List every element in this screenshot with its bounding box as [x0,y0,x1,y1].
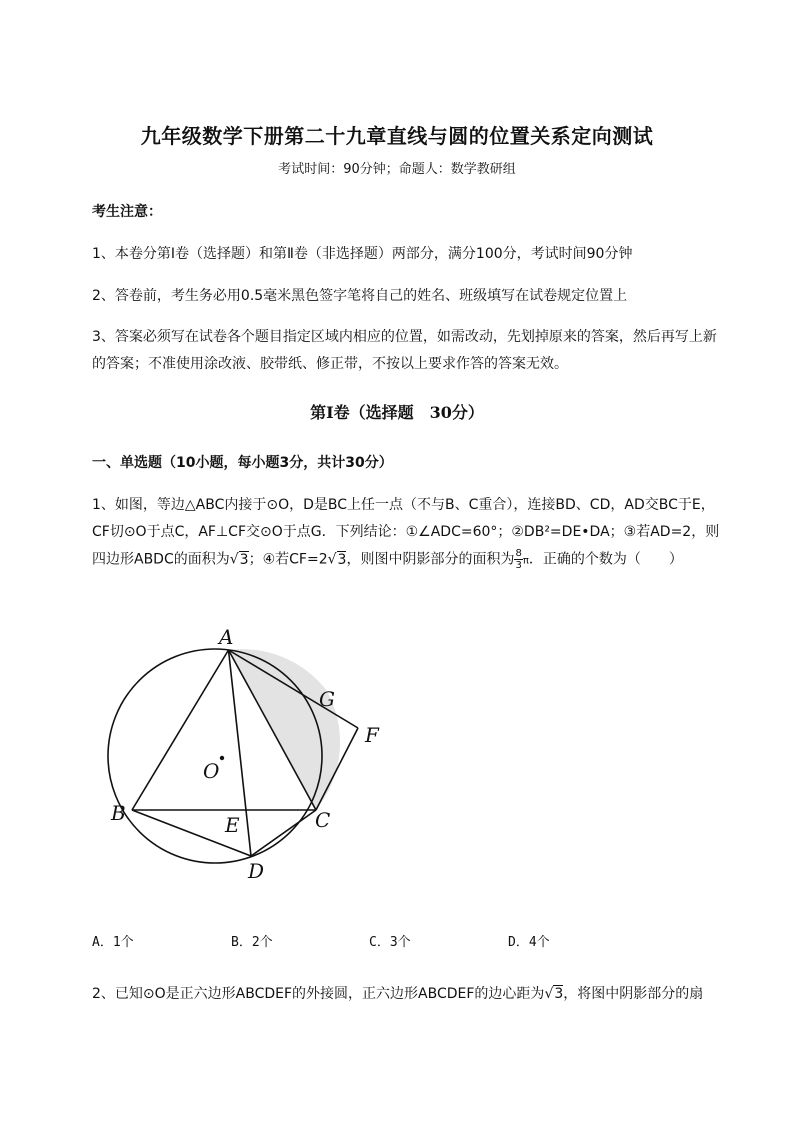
geometry-figure [105,620,395,890]
q1-text-b: ；④若CF=2 [248,551,328,568]
option-d[interactable]: D．4个 [508,935,550,950]
q1-frac-pi: π [522,555,529,567]
question-2-line-1: 2、已知⊙O是正六边形ABCDEF的外接圆，正六边形ABCDEF的边心距为√3，将图中阴影部分的扇 [92,986,704,1002]
label-a: A [219,625,234,649]
q1-sqrt-b: 3 [337,551,347,568]
question-1-line-2: CF切⊙O于点C，AF⊥CF交⊙O于点G．下列结论：①∠ADC=60°；②DB²=DE•DA；③若AD=2，则 [92,524,720,540]
label-d: D [248,859,265,883]
label-o: O [203,759,220,783]
page-title: 九年级数学下册第二十九章直线与圆的位置关系定向测试 [140,124,654,148]
option-c[interactable]: C．3个 [369,935,411,950]
q1-text-c: ，则图中阴影部分的面积为 [346,551,515,568]
section-title: 第Ⅰ卷（选择题 30分） [310,403,484,422]
label-f: F [365,723,379,747]
notice-item-1: 1、本卷分第Ⅰ卷（选择题）和第Ⅱ卷（非选择题）两部分，满分100分，考试时间90分钟 [92,246,633,262]
q1-frac-den: 3 [515,560,522,571]
q1-fraction [514,548,522,571]
q2-text-b: ，将图中阴影部分的扇 [563,986,704,1002]
exam-info: 考试时间：90分钟；命题人：数学教研组 [278,162,516,177]
q1-text-a: 四边形ABDC的面积为 [92,551,230,568]
q1-sqrt-a: 3 [239,551,249,568]
q2-text-a: 2、已知⊙O是正六边形ABCDEF的外接圆，正六边形ABCDEF的边心距为 [92,986,545,1002]
label-b: B [111,801,126,825]
option-b[interactable]: B．2个 [231,935,273,950]
notice-item-3-line-2: 的答案；不准使用涂改液、胶带纸、修正带，不按以上要求作答的答案无效。 [92,356,568,372]
notice-heading: 考生注意： [92,204,162,220]
label-g: G [319,687,335,711]
q1-frac-num: 8 [515,548,522,559]
shaded-region [229,649,341,810]
q1-text-d: ．正确的个数为（ ） [528,551,683,568]
center-dot [220,756,224,760]
option-a[interactable]: A．1个 [92,935,134,950]
notice-item-2: 2、答卷前，考生务必用0.5毫米黑色签字笔将自己的姓名、班级填写在试卷规定位置上 [92,288,628,304]
question-1-line-3: 四边形ABDC的面积为√3；④若CF=2√3，则图中阴影部分的面积为 $\frac{8}{3}$ π．正确的个数为（ ） [92,548,683,571]
label-e: E [225,813,240,837]
q2-sqrt: 3 [554,986,564,1002]
question-1-line-1: 1、如图，等边△ABC内接于⊙O，D是BC上任一点（不与B、C重合），连接BD、CD，AD交BC于E， [92,497,715,513]
label-c: C [315,808,331,832]
notice-item-3-line-1: 3、答案必须写在试卷各个题目指定区域内相应的位置，如需改动，先划掉原来的答案，然后再写上新 [92,329,717,345]
part-heading: 一、单选题（10小题，每小题3分，共计30分） [92,455,393,471]
